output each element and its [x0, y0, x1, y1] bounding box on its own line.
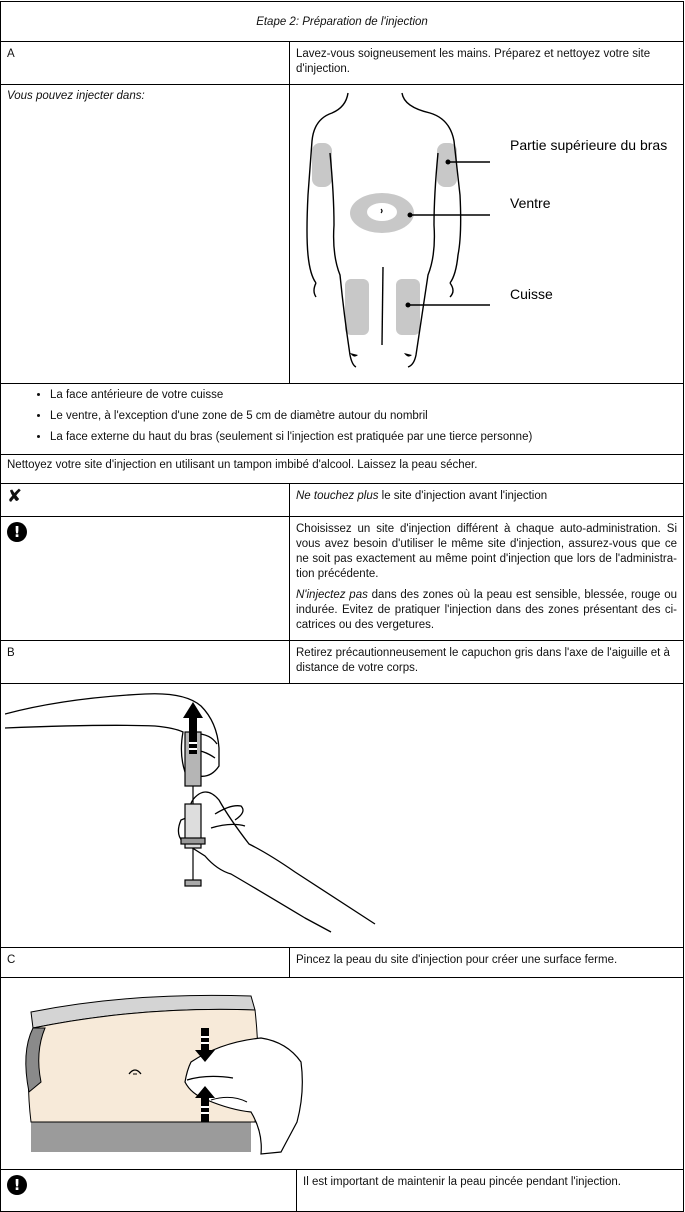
clean-text: Nettoyez votre site d'injection en utilisant un tampon imbibé d'alcool. Laissez la peau sécher.	[7, 459, 478, 471]
step-c-text: Pincez la peau du site d'injection pour créer une surface ferme.	[289, 948, 683, 977]
clean-row	[0, 454, 684, 483]
sites-intro: Vous pouvez injecter dans:	[7, 90, 145, 102]
arm-zone-left	[312, 143, 332, 187]
step-a-row	[0, 41, 684, 84]
label-thigh: Cuisse	[510, 286, 553, 302]
step-b-row	[0, 640, 684, 683]
body-diagram	[290, 85, 685, 383]
warning1-paragraph1: Choisissez un site d'injection différent à chaque auto-administration. Si vous avez besoin d'utiliser le même site d'injection, assurez-vous que ce ne soit pas exactement au même point d'injection que lors de l'administra-tion précédente.	[296, 523, 677, 580]
warning1-rest: dans des zones où la peau est sensible, blessée, rouge ou indurée. Evitez de pratiquer l'injection dans des zones présentant des ci-catrices ou des vergetures.	[296, 589, 677, 631]
list-item: • La face antérieure de votre cuisse	[50, 388, 677, 403]
site-list-row	[0, 383, 684, 454]
table-header-row	[0, 1, 684, 41]
step-c-letter: C	[7, 954, 16, 966]
warning-icon: !	[7, 1175, 27, 1195]
step-b-letter: B	[7, 647, 15, 659]
cross-icon: ✘	[7, 486, 23, 507]
no-touch-rest: le site d'injection avant l'injection	[378, 490, 548, 502]
injection-sites-row	[0, 84, 684, 383]
pinch-skin-illustration	[11, 982, 311, 1162]
step-a-text: Lavez-vous soigneusement les mains. Préparez et nettoyez votre site d'injection.	[289, 42, 683, 84]
section-title: Etape 2: Préparation de l'injection	[256, 16, 428, 28]
arm-zone-right	[437, 143, 457, 187]
no-touch-emph: Ne touchez plus	[296, 490, 379, 502]
remove-cap-illustration	[5, 688, 385, 938]
body-diagram-cell	[289, 85, 683, 383]
list-item: • La face externe du haut du bras (seulement si l'injection est pratiquée par une tierce personne)	[50, 430, 677, 445]
step-a-letter: A	[7, 48, 15, 60]
warning1-paragraph2	[296, 588, 677, 633]
no-touch-row	[0, 483, 684, 516]
warning-icon: !	[7, 522, 27, 542]
list-item: • Le ventre, à l'exception d'une zone de 5 cm de diamètre autour du nombril	[50, 409, 677, 424]
warning-row-2	[0, 1169, 684, 1212]
thigh-zone-left	[345, 279, 369, 335]
site-list	[7, 388, 677, 445]
step-b-text: Retirez précautionneusement le capuchon gris dans l'axe de l'aiguille et à distance de votre corps.	[289, 641, 683, 683]
step-c-row	[0, 947, 684, 977]
warning2-text: Il est important de maintenir la peau pincée pendant l'injection.	[296, 1170, 683, 1211]
label-upper-arm: Partie supérieure du bras	[510, 137, 668, 153]
step-c-illustration-row	[0, 977, 684, 1169]
label-belly: Ventre	[510, 195, 551, 211]
step-b-illustration-row	[0, 683, 684, 947]
warning-row-1	[0, 516, 684, 640]
warning1-emph: N'injectez pas	[296, 589, 368, 601]
